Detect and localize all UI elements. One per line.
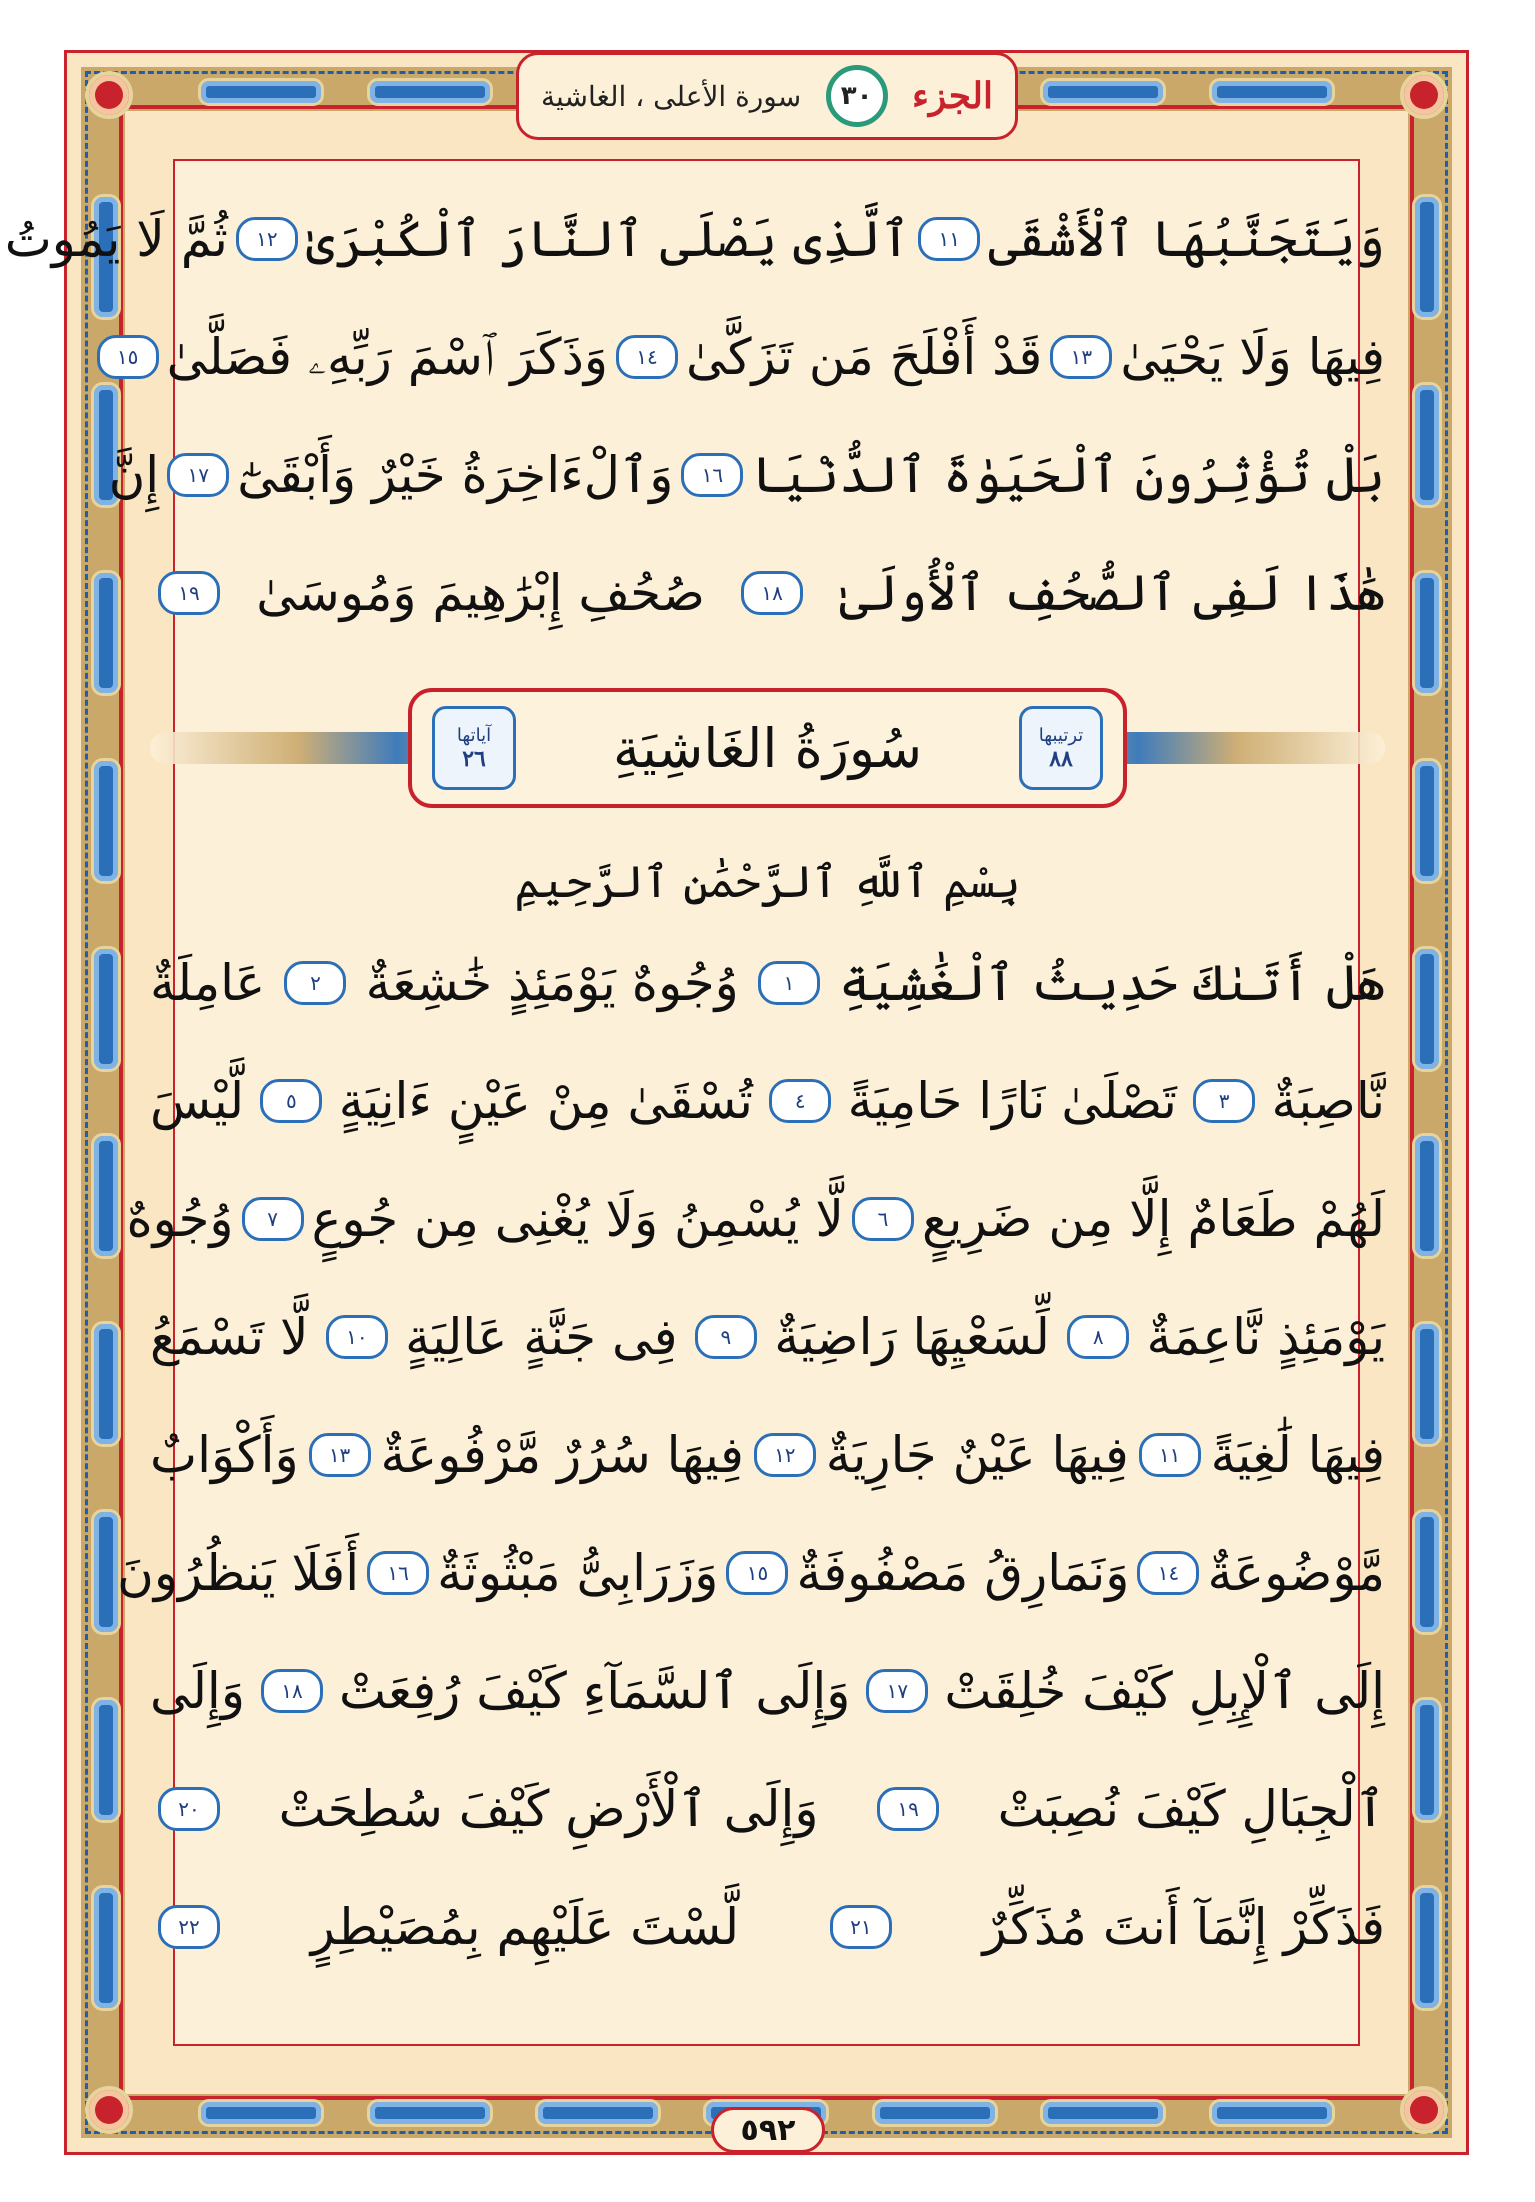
- floral-motif-icon: [91, 1697, 121, 1823]
- ayah-number-marker: ٧: [242, 1197, 304, 1241]
- floral-motif-icon: [91, 1885, 121, 2011]
- floral-motif-icon: [1412, 1133, 1442, 1259]
- ayah-number-marker: ١٤: [616, 335, 678, 379]
- floral-motif-icon: [1040, 2099, 1166, 2127]
- surah-banner: [150, 688, 1385, 808]
- ayah-number-marker: ١٣: [309, 1433, 371, 1477]
- floral-motif-icon: [1412, 570, 1442, 696]
- floral-motif-icon: [198, 78, 324, 106]
- verse-text: وَإِلَى ٱلْأَرْضِ كَيْفَ سُطِحَتْ: [278, 1780, 819, 1838]
- ayah-number-marker: ١: [758, 961, 820, 1005]
- verse-line: [4, 180, 1385, 298]
- surah-title: سُورَةُ الغَاشِيَةِ: [612, 716, 923, 780]
- floral-motif-icon: [1412, 1509, 1442, 1635]
- ayah-number-marker: ١٦: [681, 453, 743, 497]
- ayah-number-marker: ١٨: [261, 1669, 323, 1713]
- ayah-number-marker: ١٤: [1137, 1551, 1199, 1595]
- floral-motif-icon: [1040, 78, 1166, 106]
- verse-text: وَٱلْءَاخِرَةُ خَيْرٌ وَأَبْقَىٰٓ: [237, 446, 674, 504]
- verse-text: وَإِلَى: [150, 1662, 245, 1720]
- verse-text: يَوْمَئِذٍ نَّاعِمَةٌ: [1146, 1308, 1385, 1366]
- ayah-number-marker: ١٥: [726, 1551, 788, 1595]
- floral-motif-icon: [367, 78, 493, 106]
- ayah-number-marker: ١٢: [236, 217, 298, 261]
- verse-text: لَّيْسَ: [150, 1072, 245, 1130]
- floral-motif-icon: [1209, 78, 1335, 106]
- verse-line: [150, 534, 1385, 652]
- verse-text: عَامِلَةٌ: [150, 954, 266, 1012]
- corner-rosette-icon: [85, 71, 133, 119]
- verse-line: [150, 1632, 1385, 1750]
- verse-line: [116, 298, 1385, 416]
- left-border-motifs: [83, 163, 129, 2042]
- verse-text: هَٰذَا لَفِى ٱلصُّحُفِ ٱلْأُولَىٰ: [839, 564, 1385, 622]
- verse-text: وُجُوهٌ: [126, 1190, 234, 1248]
- verse-text: لَّسْتَ عَلَيْهِم بِمُصَيْطِرٍ: [310, 1898, 740, 1956]
- surah-verses-label: آياتها: [456, 724, 492, 746]
- verse-line: [126, 1160, 1385, 1278]
- verse-line: [150, 1396, 1385, 1514]
- ayah-number-marker: ١٩: [877, 1787, 939, 1831]
- verse-text: وَذَكَرَ ٱسْمَ رَبِّهِۦ فَصَلَّىٰ: [166, 327, 609, 386]
- ayah-number-marker: ١٧: [866, 1669, 928, 1713]
- verse-text: قَدْ أَفْلَحَ مَن تَزَكَّىٰ: [686, 328, 1043, 386]
- surah-title-box: [408, 688, 1127, 808]
- surah-order-value: ٨٨: [1049, 745, 1073, 772]
- verse-text: هَلْ أَتَىٰكَ حَدِيثُ ٱلْغَٰشِيَةِ: [839, 954, 1385, 1012]
- page-header: [516, 52, 1018, 140]
- ayah-number-marker: ١٠: [326, 1315, 388, 1359]
- floral-motif-icon: [91, 570, 121, 696]
- verse-text: وَيَتَجَنَّبُهَا ٱلْأَشْقَى: [988, 210, 1385, 268]
- ayah-number-marker: ١٩: [158, 571, 220, 615]
- corner-rosette-icon: [1400, 2086, 1448, 2134]
- verse-line: [150, 1750, 1385, 1868]
- verse-text: تُسْقَىٰ مِنْ عَيْنٍ ءَانِيَةٍ: [338, 1072, 753, 1130]
- verse-text: بَلْ تُؤْثِرُونَ ٱلْحَيَوٰةَ ٱلدُّنْيَا: [751, 446, 1385, 504]
- verse-text: وَنَمَارِقُ مَصْفُوفَةٌ: [796, 1544, 1130, 1602]
- ayah-number-marker: ١٣: [1050, 335, 1112, 379]
- verse-line: [150, 1278, 1385, 1396]
- floral-motif-icon: [1209, 2099, 1335, 2127]
- verse-line: [117, 1514, 1385, 1632]
- floral-motif-icon: [1412, 1321, 1442, 1447]
- verse-text: فِيهَا عَيْنٌ جَارِيَةٌ: [825, 1426, 1129, 1484]
- ayah-number-marker: ٢١: [830, 1905, 892, 1949]
- floral-motif-icon: [872, 2099, 998, 2127]
- verse-text: وَزَرَابِىُّ مَبْثُوثَةٌ: [437, 1544, 719, 1602]
- ayah-number-marker: ١٧: [167, 453, 229, 497]
- verse-line: [150, 924, 1385, 1042]
- floral-motif-icon: [1412, 1885, 1442, 2011]
- floral-motif-icon: [1412, 758, 1442, 884]
- corner-rosette-icon: [1400, 71, 1448, 119]
- ayah-number-marker: ٢٢: [158, 1905, 220, 1949]
- ayah-number-marker: ١٨: [741, 571, 803, 615]
- ayah-number-marker: ٦: [852, 1197, 914, 1241]
- surah-names: سورة الأعلى ، الغاشية: [541, 79, 802, 113]
- floral-motif-icon: [1412, 946, 1442, 1072]
- floral-motif-icon: [91, 1321, 121, 1447]
- ayah-number-marker: ٢٠: [158, 1787, 220, 1831]
- floral-motif-icon: [1412, 382, 1442, 508]
- verse-text: وُجُوهٌ يَوْمَئِذٍ خَٰشِعَةٌ: [365, 954, 739, 1012]
- ayah-number-marker: ٣: [1193, 1079, 1255, 1123]
- floral-motif-icon: [198, 2099, 324, 2127]
- verse-text: ثُمَّ لَا يَمُوتُ: [4, 210, 228, 268]
- verse-text: لَهُمْ طَعَامٌ إِلَّا مِن ضَرِيعٍ: [921, 1190, 1385, 1248]
- verse-text: إِنَّ: [108, 446, 160, 504]
- floral-motif-icon: [91, 946, 121, 1072]
- verse-text: إِلَى ٱلْإِبِلِ كَيْفَ خُلِقَتْ: [944, 1662, 1385, 1720]
- ayah-number-marker: ٨: [1067, 1315, 1129, 1359]
- corner-rosette-icon: [85, 2086, 133, 2134]
- verse-text: مَّوْضُوعَةٌ: [1207, 1544, 1385, 1602]
- ayah-number-marker: ٩: [695, 1315, 757, 1359]
- verses-block-top: [4, 180, 1385, 652]
- verse-text: فِيهَا سُرُرٌ مَّرْفُوعَةٌ: [380, 1426, 744, 1484]
- floral-motif-icon: [1412, 194, 1442, 320]
- verse-text: ٱلَّذِى يَصْلَى ٱلنَّارَ ٱلْكُبْرَىٰ: [305, 210, 911, 268]
- ayah-number-marker: ٥: [260, 1079, 322, 1123]
- ayah-number-marker: ١١: [1139, 1433, 1201, 1477]
- floral-motif-icon: [535, 2099, 661, 2127]
- verse-text: أَفَلَا يَنظُرُونَ: [117, 1544, 360, 1602]
- verse-text: فَذَكِّرْ إِنَّمَآ أَنتَ مُذَكِّرٌ: [982, 1898, 1385, 1956]
- verse-text: وَأَكْوَابٌ: [150, 1426, 299, 1484]
- verse-text: صُحُفِ إِبْرَٰهِيمَ وَمُوسَىٰ: [256, 564, 705, 622]
- floral-motif-icon: [91, 1133, 121, 1259]
- verse-text: ٱلْجِبَالِ كَيْفَ نُصِبَتْ: [997, 1780, 1385, 1838]
- surah-verses-badge: [432, 706, 516, 790]
- floral-motif-icon: [367, 2099, 493, 2127]
- verse-text: لَّا يُسْمِنُ وَلَا يُغْنِى مِن جُوعٍ: [311, 1190, 844, 1248]
- verse-text: نَّاصِبَةٌ: [1271, 1072, 1385, 1130]
- verse-text: تَصْلَىٰ نَارًا حَامِيَةً: [847, 1072, 1177, 1130]
- verse-text: وَإِلَى ٱلسَّمَآءِ كَيْفَ رُفِعَتْ: [339, 1662, 851, 1720]
- floral-motif-icon: [1412, 1697, 1442, 1823]
- verses-block-bottom: [117, 924, 1385, 1986]
- floral-motif-icon: [91, 758, 121, 884]
- ayah-number-marker: ٤: [769, 1079, 831, 1123]
- surah-verses-value: ٢٦: [462, 745, 486, 772]
- verse-line: [150, 1868, 1385, 1986]
- ayah-number-marker: ٢: [284, 961, 346, 1005]
- ayah-number-marker: ١٦: [367, 1551, 429, 1595]
- verse-text: فِيهَا لَٰغِيَةً: [1210, 1426, 1385, 1484]
- right-border-motifs: [1404, 163, 1450, 2042]
- surah-order-label: ترتيبها: [1038, 724, 1084, 746]
- verse-text: فِى جَنَّةٍ عَالِيَةٍ: [405, 1308, 678, 1366]
- verse-line: [150, 1042, 1385, 1160]
- verse-text: لَّا تَسْمَعُ: [150, 1308, 309, 1366]
- ayah-number-marker: ١٥: [97, 335, 159, 379]
- ayah-number-marker: ١١: [918, 217, 980, 261]
- surah-order-badge: [1019, 706, 1103, 790]
- juz-number-badge: ٣٠: [826, 65, 888, 127]
- ayah-number-marker: ١٢: [754, 1433, 816, 1477]
- verse-line: [108, 416, 1385, 534]
- verse-text: فِيهَا وَلَا يَحْيَىٰ: [1120, 328, 1385, 386]
- basmala: بِسْمِ ٱللَّهِ ٱلرَّحْمَٰنِ ٱلرَّحِيمِ: [514, 856, 1021, 908]
- page-number: ٥٩٢: [711, 2107, 825, 2153]
- juz-label: الجزء: [912, 75, 993, 117]
- verse-text: لِّسَعْيِهَا رَاضِيَةٌ: [774, 1308, 1050, 1366]
